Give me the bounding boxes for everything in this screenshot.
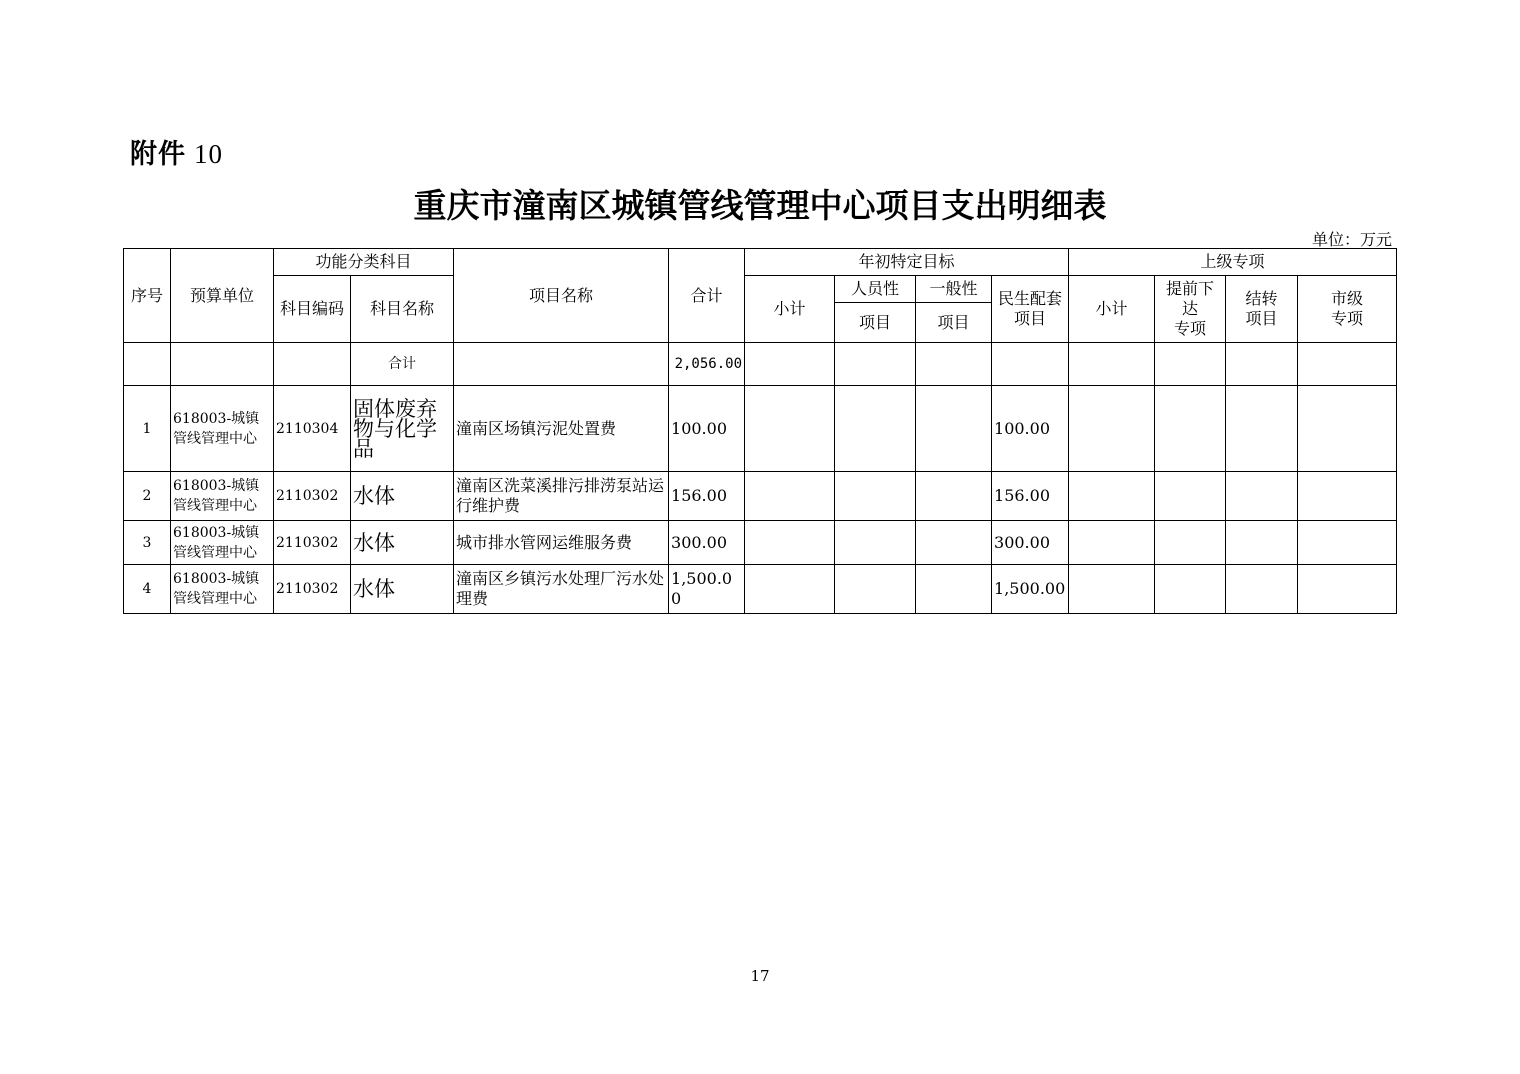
row-seq: 4: [124, 565, 171, 614]
cell: [1069, 386, 1155, 472]
cell: [1069, 565, 1155, 614]
header-personnel-top: 人员性: [835, 276, 916, 303]
total-row: [124, 343, 1397, 386]
header-city-line2: 专项: [1331, 309, 1364, 328]
header-subject-name: 科目名称: [351, 276, 454, 343]
row-total: 156.00: [669, 472, 745, 521]
row-unit: 618003-城镇管线管理中心: [171, 565, 274, 614]
cell: [1155, 386, 1226, 472]
header-livelihood-top: 民生配套: [998, 289, 1063, 308]
row-livelihood: 300.00: [992, 521, 1069, 565]
header-livelihood: [992, 276, 1069, 343]
row-subject: 水体: [351, 521, 454, 565]
cell: [1298, 472, 1397, 521]
header-general-top: 一般性: [916, 276, 992, 303]
cell: [916, 521, 992, 565]
row-project: 城市排水管网运维服务费: [454, 521, 669, 565]
header-func-group: 功能分类科目: [274, 249, 454, 276]
cell: [1069, 472, 1155, 521]
cell: [1155, 343, 1226, 386]
attachment-label: [130, 132, 223, 171]
table-row: [124, 386, 1397, 472]
header-advance: [1155, 276, 1226, 343]
cell: [916, 565, 992, 614]
header-code: 科目编码: [274, 276, 351, 343]
header-annual-group: 年初特定目标: [745, 249, 1069, 276]
cell: [992, 343, 1069, 386]
header-personnel-bottom: 项目: [835, 303, 916, 343]
row-code: 2110302: [274, 521, 351, 565]
header-upper-group: 上级专项: [1069, 249, 1397, 276]
cell: [1226, 565, 1298, 614]
row-total: 100.00: [669, 386, 745, 472]
row-livelihood: 156.00: [992, 472, 1069, 521]
cell: [454, 343, 669, 386]
cell: [1069, 521, 1155, 565]
cell: [835, 521, 916, 565]
row-subject: 水体: [351, 565, 454, 614]
cell: [835, 472, 916, 521]
cell: [1226, 343, 1298, 386]
header-livelihood-bottom: 项目: [1014, 309, 1047, 328]
cell: [916, 386, 992, 472]
cell: [745, 386, 835, 472]
attachment-number: 10: [194, 139, 223, 169]
header-carry-line2: 项目: [1245, 309, 1278, 328]
header-upper-subtotal: 小计: [1069, 276, 1155, 343]
cell: [1155, 565, 1226, 614]
cell: [274, 343, 351, 386]
row-code: 2110302: [274, 472, 351, 521]
header-row-2: [124, 276, 1397, 303]
row-unit: 618003-城镇管线管理中心: [171, 521, 274, 565]
table-row: [124, 521, 1397, 565]
header-city: [1298, 276, 1397, 343]
cell: [1298, 521, 1397, 565]
table-row: [124, 472, 1397, 521]
cell: [1226, 472, 1298, 521]
cell: [916, 343, 992, 386]
cell: [171, 343, 274, 386]
row-unit: 618003-城镇管线管理中心: [171, 386, 274, 472]
row-seq: 3: [124, 521, 171, 565]
cell: [1155, 521, 1226, 565]
cell: [835, 565, 916, 614]
header-annual-subtotal: 小计: [745, 276, 835, 343]
header-carry: [1226, 276, 1298, 343]
cell: [1226, 521, 1298, 565]
header-general-bottom: 项目: [916, 303, 992, 343]
cell: [745, 565, 835, 614]
expenditure-table: [123, 248, 1397, 614]
header-row-1: [124, 249, 1397, 276]
row-subject: 水体: [351, 472, 454, 521]
table-row: [124, 565, 1397, 614]
cell: [1298, 386, 1397, 472]
header-advance-line1: 提前下: [1166, 279, 1215, 298]
document-title: 重庆市潼南区城镇管线管理中心项目支出明细表: [413, 186, 1107, 225]
row-project: 潼南区乡镇污水处理厂污水处理费: [454, 565, 669, 614]
row-code: 2110302: [274, 565, 351, 614]
row-total: 1,500.00: [669, 565, 745, 614]
header-project-name: 项目名称: [454, 249, 669, 343]
row-seq: 1: [124, 386, 171, 472]
cell: [835, 386, 916, 472]
row-project: 潼南区场镇污泥处置费: [454, 386, 669, 472]
header-city-line1: 市级: [1331, 289, 1364, 308]
cell: [745, 472, 835, 521]
header-advance-line3: 专项: [1174, 319, 1207, 338]
row-total: 300.00: [669, 521, 745, 565]
header-total: 合计: [669, 249, 745, 343]
row-code: 2110304: [274, 386, 351, 472]
cell: [1155, 472, 1226, 521]
row-livelihood: 1,500.00: [992, 565, 1069, 614]
attachment-text: 附件: [130, 139, 186, 170]
row-subject: 固体废弃物与化学品: [351, 386, 454, 472]
row-seq: 2: [124, 472, 171, 521]
cell: [124, 343, 171, 386]
cell: [835, 343, 916, 386]
total-amount: 2,056.00: [669, 343, 745, 386]
cell: [1226, 386, 1298, 472]
unit-label: 单位：万元: [1311, 230, 1392, 249]
header-seq: 序号: [124, 249, 171, 343]
cell: [1298, 565, 1397, 614]
total-label: 合计: [351, 343, 454, 386]
header-carry-line1: 结转: [1245, 289, 1278, 308]
cell: [745, 343, 835, 386]
cell: [916, 472, 992, 521]
cell: [1069, 343, 1155, 386]
header-advance-line2: 达: [1182, 299, 1199, 318]
row-project: 潼南区洗菜溪排污排涝泵站运行维护费: [454, 472, 669, 521]
header-budget-unit: 预算单位: [171, 249, 274, 343]
row-unit: 618003-城镇管线管理中心: [171, 472, 274, 521]
row-livelihood: 100.00: [992, 386, 1069, 472]
cell: [1298, 343, 1397, 386]
page-number: 17: [750, 967, 770, 985]
cell: [745, 521, 835, 565]
